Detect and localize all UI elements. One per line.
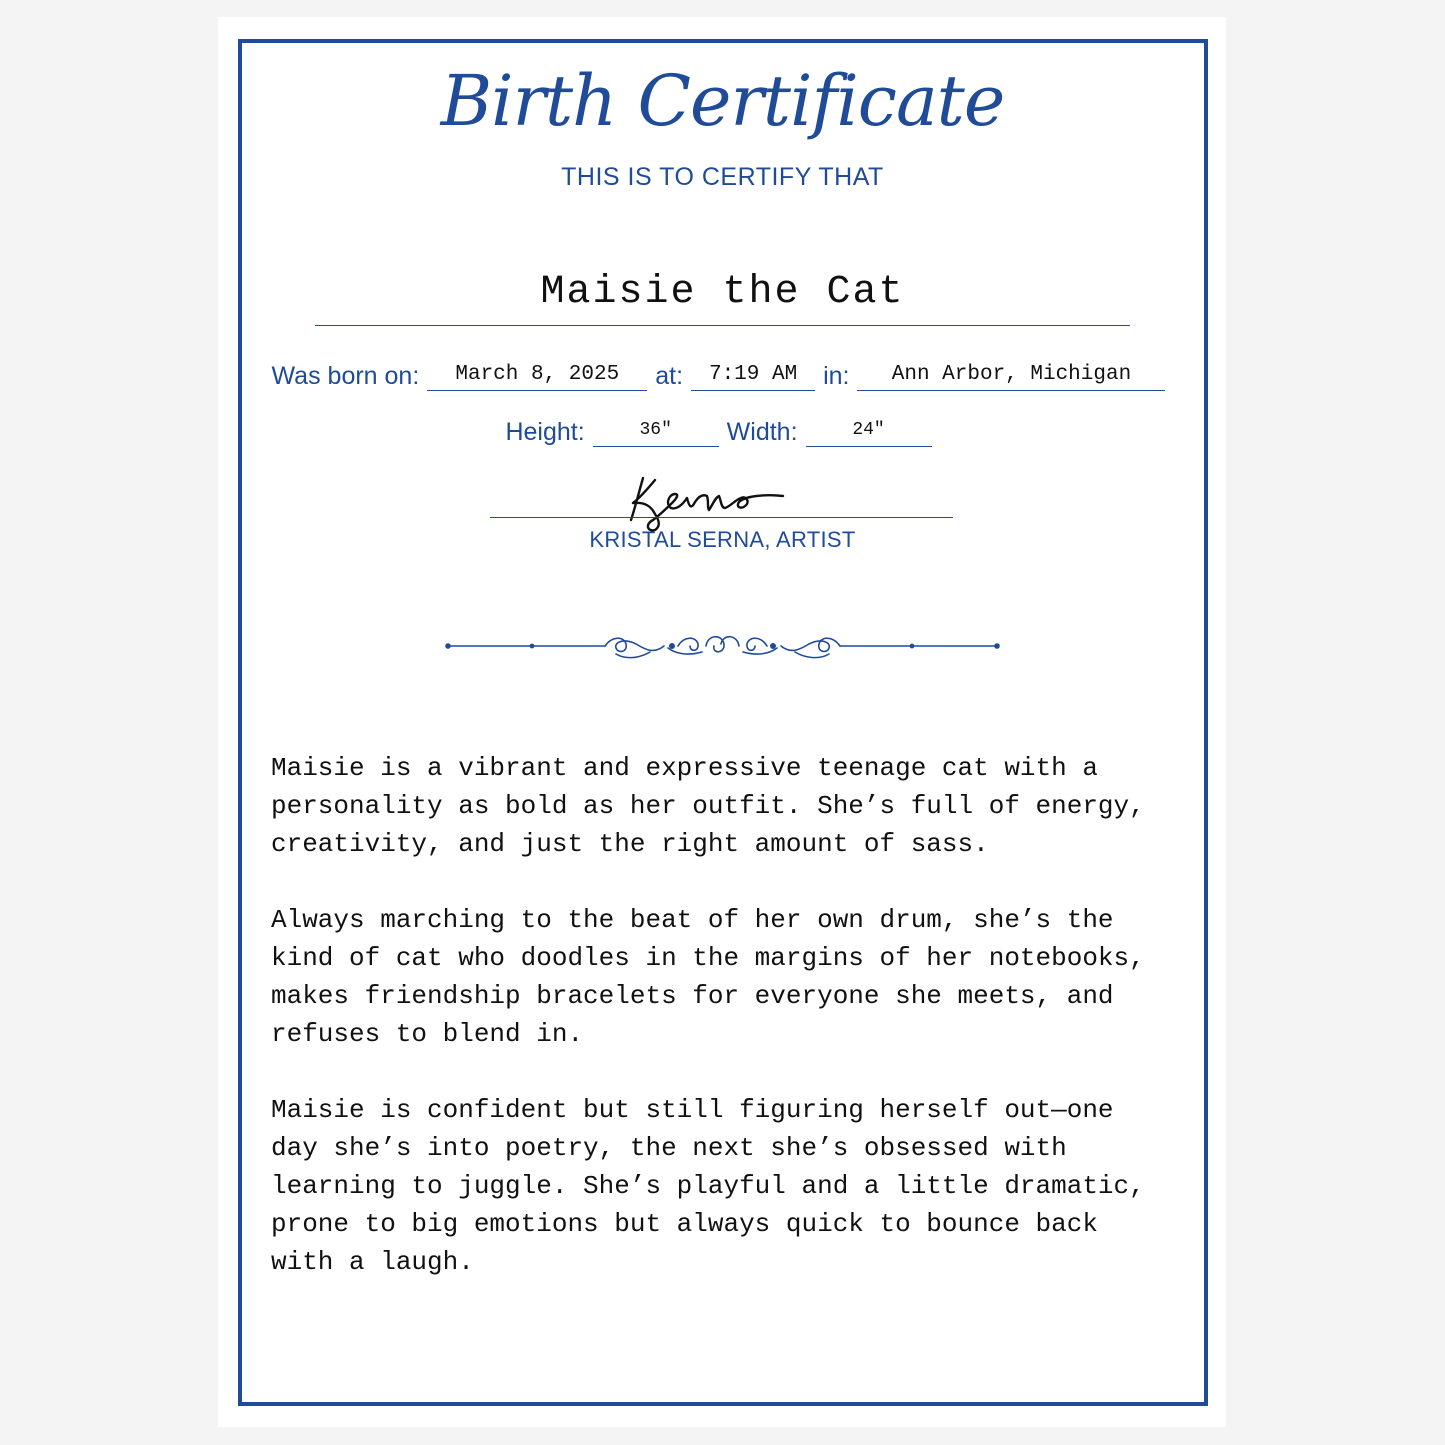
ornamental-divider-icon xyxy=(440,624,1005,668)
description-paragraph-3: Maisie is confident but still figuring herself out—one day she’s into poetry, the next she’s obsessed with learning to juggle. She’s playful and a little dramatic, prone to big emotions but always quick to bounce back with a laugh. xyxy=(271,1095,1145,1277)
description xyxy=(271,749,1171,1319)
height-label: Height: xyxy=(505,418,585,446)
artist-name: KRISTAL SERNA, ARTIST xyxy=(589,527,856,552)
artist-signature xyxy=(615,470,790,535)
birth-details-row xyxy=(0,362,1445,391)
birth-time-field: 7:19 AM xyxy=(691,363,815,391)
pet-name: Maisie the Cat xyxy=(540,270,905,315)
at-label: at: xyxy=(655,362,684,390)
dimensions-row xyxy=(0,418,1445,447)
name-underline xyxy=(315,325,1130,326)
in-label: in: xyxy=(823,362,850,390)
height-field: 36" xyxy=(593,420,719,447)
description-paragraph-1: Maisie is a vibrant and expressive teenage cat with a personality as bold as her outfit. She’s full of energy, creativity, and just the right amount of sass. xyxy=(271,753,1145,859)
birth-place-field: Ann Arbor, Michigan xyxy=(857,363,1165,391)
certificate-title: Birth Certificate xyxy=(440,60,1005,142)
description-paragraph-2: Always marching to the beat of her own drum, she’s the kind of cat who doodles in the margins of her notebooks, makes friendship bracelets for everyone she meets, and refuses to blend in. xyxy=(271,905,1145,1049)
born-on-label: Was born on: xyxy=(271,362,420,390)
signature-line xyxy=(490,517,953,518)
width-label: Width: xyxy=(726,418,798,446)
certificate-subtitle: THIS IS TO CERTIFY THAT xyxy=(561,163,884,191)
width-field: 24" xyxy=(806,420,932,447)
birth-date-field: March 8, 2025 xyxy=(427,363,647,391)
